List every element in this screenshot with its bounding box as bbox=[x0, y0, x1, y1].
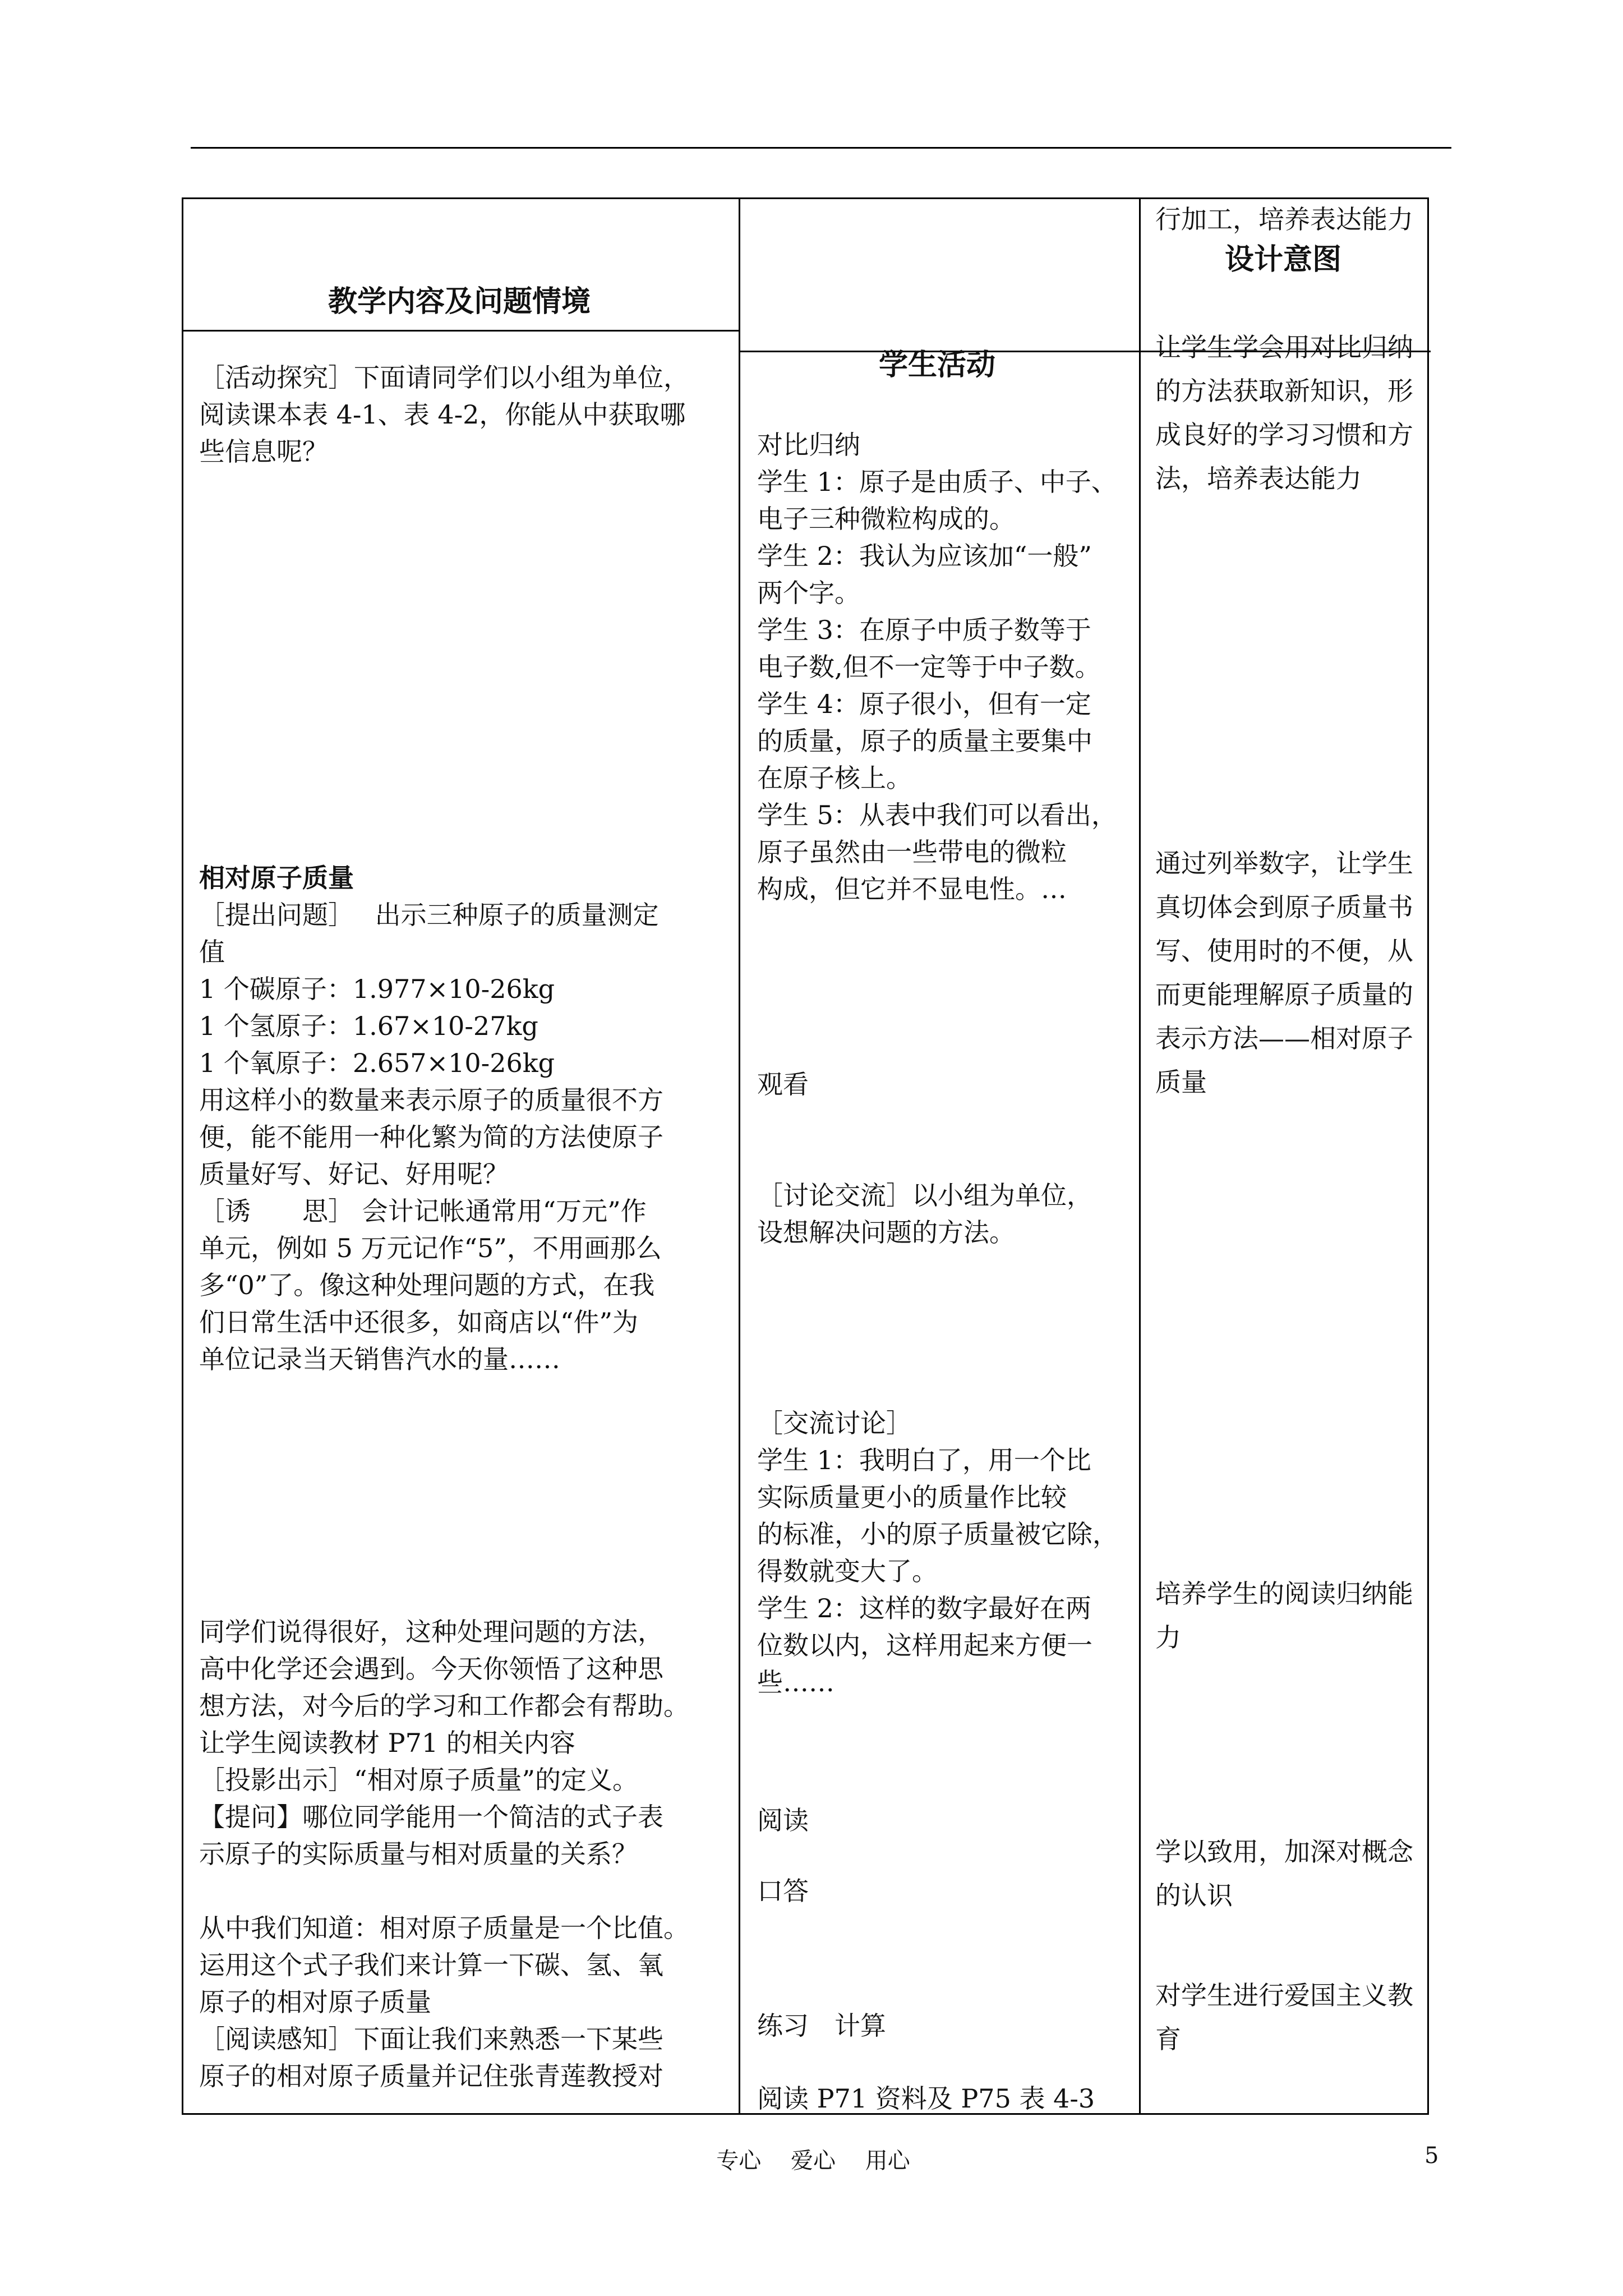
left-line: 单位记录当天销售汽水的量…… bbox=[199, 1344, 560, 1374]
left-line: 从中我们知道：相对原子质量是一个比值。 bbox=[199, 1913, 689, 1943]
right-line: 真切体会到原子质量书 bbox=[1155, 892, 1413, 922]
left-line: 值 bbox=[199, 937, 225, 967]
column-divider-1 bbox=[739, 199, 740, 2113]
left-line: ［提出问题］ 出示三种原子的质量测定 bbox=[199, 900, 659, 930]
left-line: 示原子的实际质量与相对质量的关系？ bbox=[199, 1839, 638, 1869]
left-line: 阅读课本表 4-1、表 4-2，你能从中获取哪 bbox=[199, 399, 686, 430]
mid-line: 电子三种微粒构成的。 bbox=[757, 504, 1015, 534]
left-line: 1 个氧原子：2.657×10-26kg bbox=[199, 1048, 555, 1078]
mid-line: 观看 bbox=[757, 1069, 809, 1099]
mid-line: 学生 3：在原子中质子数等于 bbox=[757, 615, 1091, 645]
mid-line: ［交流讨论］ bbox=[757, 1408, 912, 1438]
left-line: 些信息呢？ bbox=[199, 436, 328, 467]
mid-line: 学生 2：这样的数字最好在两 bbox=[757, 1593, 1091, 1623]
mid-line: 些…… bbox=[757, 1667, 834, 1697]
mid-line: 的质量，原子的质量主要集中 bbox=[757, 726, 1092, 756]
mid-line: 电子数,但不一定等于中子数。 bbox=[757, 652, 1101, 682]
right-line: 通过列举数字，让学生 bbox=[1155, 848, 1413, 878]
right-line: 学以致用，加深对概念 bbox=[1155, 1837, 1413, 1867]
right-line: 对学生进行爱国主义教 bbox=[1155, 1980, 1413, 2010]
left-line: ［阅读感知］下面让我们来熟悉一下某些 bbox=[199, 2024, 663, 2054]
header-row-divider-left bbox=[183, 330, 739, 332]
right-line: 质量 bbox=[1155, 1067, 1207, 1097]
left-line: 单元，例如 5 万元记作“5”，不用画那么 bbox=[199, 1233, 662, 1263]
mid-line: 练习 计算 bbox=[757, 2010, 886, 2041]
left-line: 多“0”了。像这种处理问题的方式，在我 bbox=[199, 1270, 655, 1300]
mid-line: 阅读 P71 资料及 P75 表 4-3 bbox=[757, 2083, 1095, 2114]
left-line: 用这样小的数量来表示原子的质量很不方 bbox=[199, 1085, 663, 1115]
right-line: 培养学生的阅读归纳能 bbox=[1155, 1579, 1413, 1609]
right-line: 表示方法——相对原子 bbox=[1155, 1023, 1413, 1053]
mid-line: 学生 2：我认为应该加“一般” bbox=[757, 541, 1092, 571]
right-line: 力 bbox=[1155, 1622, 1181, 1653]
left-line: ［投影出示］“相对原子质量”的定义。 bbox=[199, 1765, 639, 1795]
mid-line: 阅读 bbox=[757, 1805, 809, 1835]
mid-line: 学生 5：从表中我们可以看出， bbox=[757, 800, 1117, 830]
left-line: 便，能不能用一种化繁为简的方法使原子 bbox=[199, 1122, 663, 1152]
left-line: 质量好写、好记、好用呢？ bbox=[199, 1159, 509, 1189]
left-line: 高中化学还会遇到。今天你领悟了这种思 bbox=[199, 1654, 663, 1684]
mid-line: 得数就变大了。 bbox=[757, 1556, 938, 1586]
page-number: 5 bbox=[1424, 2143, 1439, 2169]
mid-line: 学生 1：我明白了，用一个比 bbox=[757, 1445, 1091, 1475]
left-line: 1 个氢原子：1.67×10-27kg bbox=[199, 1011, 538, 1041]
right-line: 而更能理解原子质量的 bbox=[1155, 979, 1413, 1010]
right-line: 成良好的学习习惯和方 bbox=[1155, 420, 1413, 450]
footer-motto: 专心 爱心 用心 bbox=[716, 2148, 910, 2174]
mid-line: 口答 bbox=[757, 1876, 809, 1906]
right-line: 的认识 bbox=[1155, 1880, 1233, 1911]
left-line: 运用这个式子我们来计算一下碳、氢、氧 bbox=[199, 1950, 663, 1980]
mid-line: 学生 1：原子是由质子、中子、 bbox=[757, 467, 1117, 497]
left-line: 让学生阅读教材 P71 的相关内容 bbox=[199, 1728, 575, 1758]
right-line: 让学生学会用对比归纳 bbox=[1155, 332, 1413, 362]
mid-line: 两个字。 bbox=[757, 578, 860, 608]
left-line: 1 个碳原子：1.977×10-26kg bbox=[199, 974, 555, 1004]
mid-line: 原子虽然由一些带电的微粒 bbox=[757, 837, 1067, 867]
mid-line: 构成，但它并不显电性。… bbox=[757, 874, 1067, 904]
right-line: 写、使用时的不便，从 bbox=[1155, 936, 1413, 966]
mid-line: 的标准，小的原子质量被它除， bbox=[757, 1519, 1118, 1549]
section-heading-relative-atomic-mass: 相对原子质量 bbox=[199, 863, 354, 893]
left-line: 原子的相对原子质量 bbox=[199, 1987, 431, 2017]
design-carryover-text: 行加工，培养表达能力 bbox=[1155, 204, 1413, 234]
left-line: 原子的相对原子质量并记住张青莲教授对 bbox=[199, 2061, 663, 2091]
right-line: 的方法获取新知识，形 bbox=[1155, 376, 1413, 406]
left-line: 们日常生活中还很多，如商店以“件”为 bbox=[199, 1307, 639, 1337]
mid-line: 学生 4：原子很小，但有一定 bbox=[757, 689, 1091, 719]
left-line: 同学们说得很好，这种处理问题的方法， bbox=[199, 1617, 663, 1647]
right-line: 育 bbox=[1155, 2024, 1181, 2054]
col-header-student: 学生活动 bbox=[878, 348, 995, 382]
header-rule bbox=[191, 147, 1451, 149]
mid-line: 在原子核上。 bbox=[757, 763, 912, 793]
mid-line: 对比归纳 bbox=[757, 430, 860, 460]
left-line: ［活动探究］下面请同学们以小组为单位， bbox=[199, 362, 689, 393]
mid-line: 设想解决问题的方法。 bbox=[757, 1217, 1015, 1248]
mid-line: 位数以内，这样用起来方便一 bbox=[757, 1630, 1092, 1660]
left-line: 想方法，对今后的学习和工作都会有帮助。 bbox=[199, 1691, 689, 1721]
left-line: 【提问】哪位同学能用一个简洁的式子表 bbox=[199, 1802, 663, 1832]
left-line: ［诱 思］ 会计记帐通常用“万元”作 bbox=[199, 1196, 647, 1226]
column-divider-2 bbox=[1139, 199, 1141, 2113]
col-header-design: 设计意图 bbox=[1224, 242, 1341, 277]
right-line: 法，培养表达能力 bbox=[1155, 463, 1362, 494]
col-header-content: 教学内容及问题情境 bbox=[328, 284, 591, 319]
mid-line: 实际质量更小的质量作比较 bbox=[757, 1482, 1067, 1512]
mid-line: ［讨论交流］以小组为单位， bbox=[757, 1180, 1092, 1211]
